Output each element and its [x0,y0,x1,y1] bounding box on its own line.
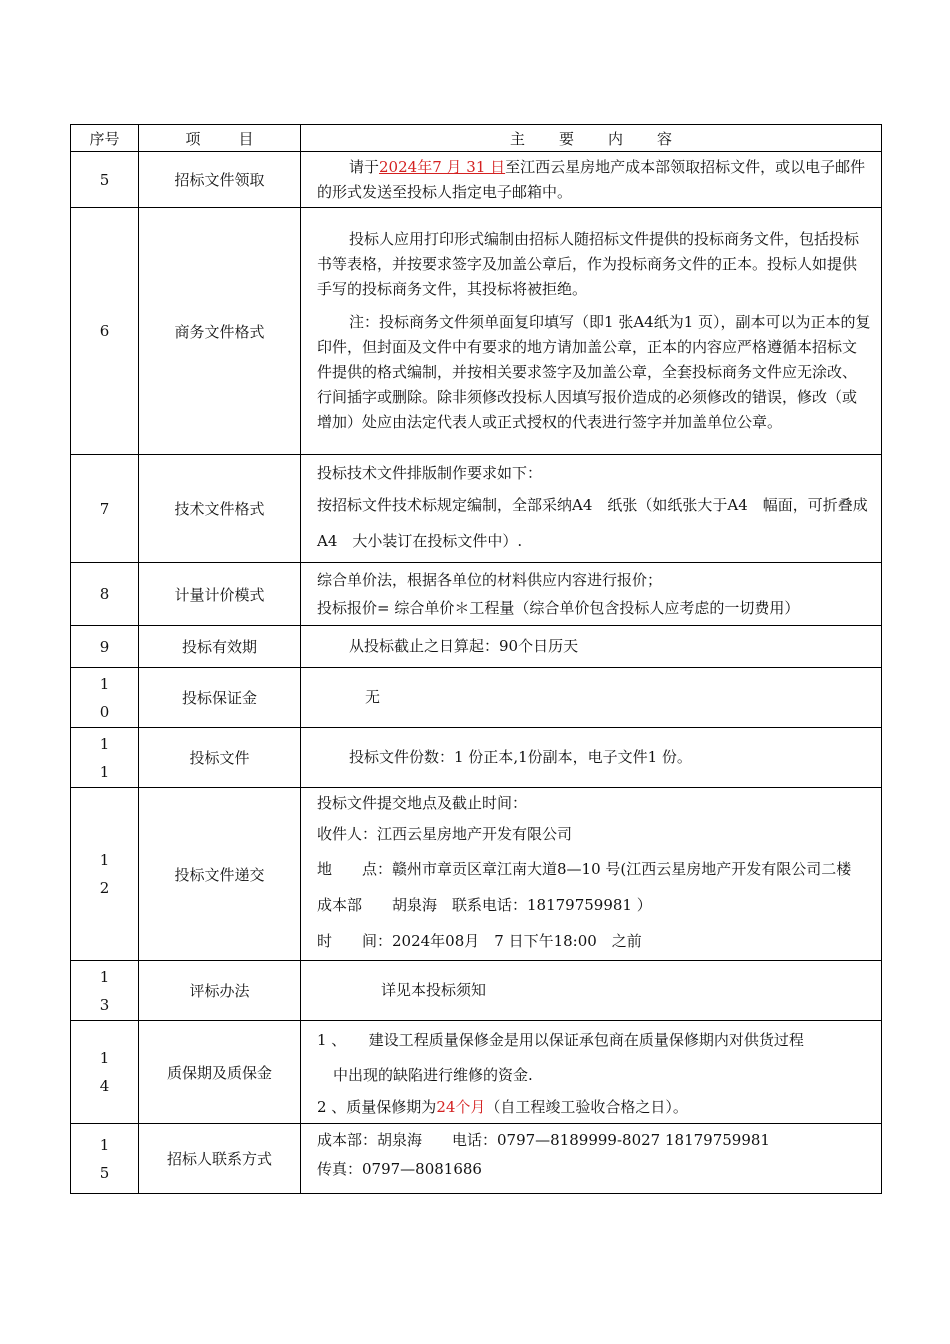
deadline-date: 2024年7 月 31 日 [379,157,506,176]
content-paragraph: 投标报价= 综合单价＊工程量（综合单价包含投标人应考虑的一切费用） [317,599,800,617]
content-paragraph: 注：投标商务文件须单面复印填写（即1 张A4纸为1 页），副本可以为正本的复印件，但封面及文件中有要求的地方请加盖公章，正本的内容应严格遵循本招标文件提供的格式编制，并按相关要求签字及加盖公章，全套投标商务文件应无涂改、行间插字或删除。除非须修改投标人因填写报价造成的必须修改的错误，修改（或增加）处应由法定代表人或正式授权的代表进行签字并加盖单位公章。 [317,313,871,431]
content-paragraph: 从投标截止之日算起：90个日历天 [349,637,579,655]
content-paragraph: 投标技术文件排版制作要求如下： [317,463,543,482]
content-paragraph: 详见本投标须知 [381,981,487,999]
row-item: 评标办法 [139,961,301,1021]
row-content [301,1124,882,1194]
row-item: 招标文件领取 [139,152,301,208]
content-paragraph [317,155,871,205]
content-text: 至江西云星房地产成本部领取招标文件，或以电子邮件的形式发送至投标人指定电子邮箱中。 [317,157,866,201]
content-text: （自工程竣工验收合格之日）。 [485,1098,688,1116]
row-no-digit: 1 [99,851,110,869]
row-content [301,208,882,455]
content-paragraph: 投标文件提交地点及截止时间： [317,794,528,812]
row-content [301,728,882,788]
row-no: 5 [71,152,139,208]
row-no: 6 [71,208,139,455]
table-row-11 [71,728,882,788]
row-item: 质保期及质保金 [139,1021,301,1124]
content-text: 2 、质量保修期为 [317,1098,437,1116]
row-content [301,961,882,1021]
table-row-12 [71,788,882,961]
row-content [301,563,882,626]
row-item: 投标有效期 [139,626,301,668]
row-content [301,668,882,728]
row-no-digit: 0 [99,702,110,721]
row-content [301,1021,882,1124]
table-row-6 [71,208,882,455]
row-no-digit: 1 [99,967,110,986]
row-no-digit: 1 [99,1049,110,1067]
warranty-period: 24个月 [436,1098,486,1116]
row-no: 7 [71,455,139,563]
content-paragraph: 按招标文件技术标规定编制，全部采纳A4 纸张（如纸张大于A4 幅面，可折叠成A4 大小装订在投标文件中）. [317,495,868,550]
content-paragraph: 1 、 建设工程质量保修金是用以保证承包商在质量保修期内对供货过程 [317,1031,804,1049]
header-main-text: 主要内容 [509,129,706,148]
table-row-15 [71,1124,882,1194]
row-no-digit: 1 [99,1135,110,1154]
row-no-digit: 1 [99,674,110,693]
row-item: 计量计价模式 [139,563,301,626]
header-main [301,125,882,152]
row-no [71,728,139,788]
table-row-9 [71,626,882,668]
row-no-digit: 1 [99,762,110,781]
table-row-5 [71,152,882,208]
row-no [71,1124,139,1194]
header-no-text: 序号 [89,129,120,148]
header-no [71,125,139,152]
header-item-text: 项目 [185,129,292,148]
table-row-14 [71,1021,882,1124]
row-no: 9 [71,626,139,668]
row-no [71,668,139,728]
content-paragraph: 时 间：2024年08月 7 日下午18:00 之前 [317,932,642,950]
content-paragraph: 投标人应用打印形式编制由招标人随招标文件提供的投标商务文件，包括投标书等表格，并按要求签字及加盖公章后，作为投标商务文件的正本。投标人如提供手写的投标商务文件，其投标将被拒绝。 [317,230,860,298]
table-row-8 [71,563,882,626]
row-no: 8 [71,563,139,626]
row-no [71,1021,139,1124]
header-row [71,125,882,152]
row-content [301,626,882,668]
content-paragraph: 成本部：胡泉海 电话：0797—8189999-8027 18179759981 [317,1131,770,1149]
content-paragraph [317,1092,871,1122]
row-item: 商务文件格式 [139,208,301,455]
paragraph-gap [317,302,871,310]
row-no-digit: 5 [99,1163,110,1182]
row-no-digit: 3 [99,995,110,1014]
row-content [301,152,882,208]
table-row-10 [71,668,882,728]
content-paragraph: 中出现的缺陷进行维修的资金. [333,1066,533,1084]
content-paragraph: 投标文件份数：1 份正本,1份副本，电子文件1 份。 [349,748,692,766]
content-paragraph: 综合单价法，根据各单位的材料供应内容进行报价； [317,571,663,589]
row-item: 投标文件递交 [139,788,301,961]
row-no-digit: 1 [99,734,110,753]
header-item [139,125,301,152]
content-paragraph: 无 [365,688,381,706]
content-paragraph: 地 点：赣州市章贡区章江南大道8—10 号(江西云星房地产开发有限公司二楼 成本部 胡泉海 联系电话：18179759981 ） [317,860,867,914]
row-no-digit: 2 [99,879,110,897]
table-row-13 [71,961,882,1021]
content-text: 请于 [349,157,380,176]
content-paragraph: 传真：0797—8081686 [317,1160,482,1178]
row-item: 技术文件格式 [139,455,301,563]
row-content [301,455,882,563]
row-no [71,788,139,961]
content-paragraph: 收件人：江西云星房地产开发有限公司 [317,825,573,843]
bid-instructions-table [70,124,882,1194]
row-no [71,961,139,1021]
row-item: 招标人联系方式 [139,1124,301,1194]
row-item: 投标文件 [139,728,301,788]
row-content [301,788,882,961]
row-no-digit: 4 [99,1077,110,1095]
row-item: 投标保证金 [139,668,301,728]
table-row-7 [71,455,882,563]
